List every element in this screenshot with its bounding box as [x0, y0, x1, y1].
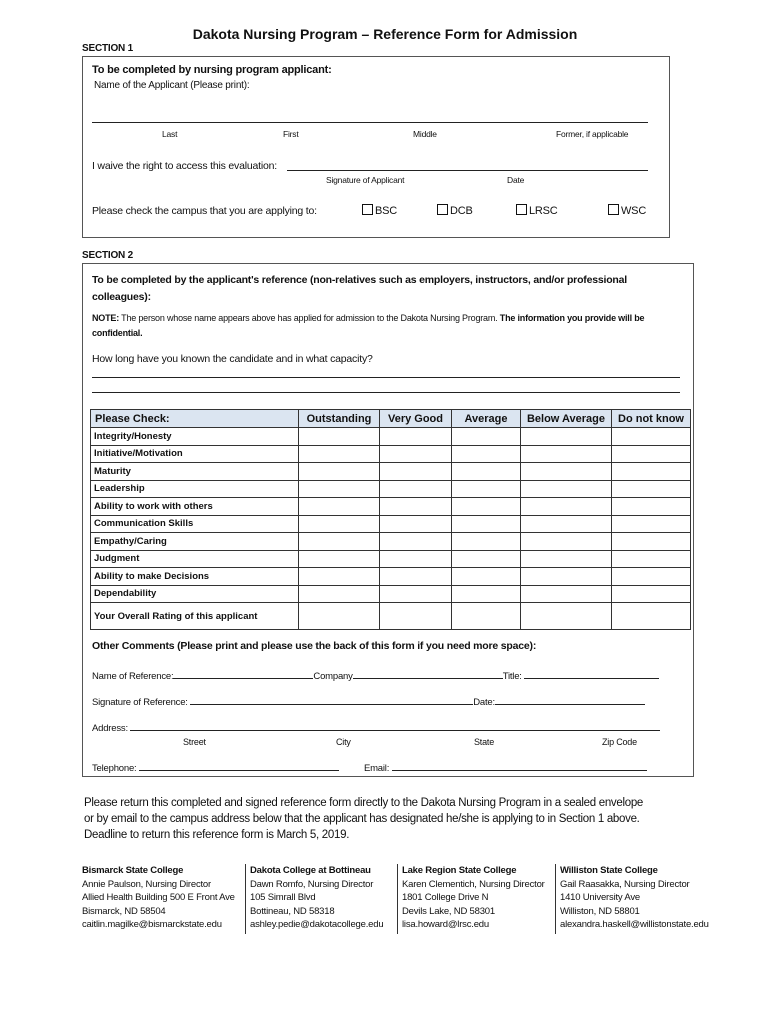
rating-cell[interactable] — [452, 603, 521, 630]
comments-label: Other Comments (Please print and please use the back of this form if you need more space): — [92, 640, 537, 652]
signature-input-line[interactable] — [287, 170, 648, 171]
rating-cell[interactable] — [612, 445, 691, 463]
header-please-check: Please Check: — [91, 410, 299, 428]
table-row — [91, 550, 691, 568]
name-label: Name of the Applicant (Please print): — [94, 80, 250, 91]
address-input[interactable] — [130, 730, 660, 731]
college-email[interactable]: lisa.howard@lrsc.edu — [402, 919, 489, 930]
criterion-label: Initiative/Motivation — [91, 445, 299, 463]
email-label: Email: — [363, 763, 390, 774]
name-ref-input[interactable] — [173, 678, 313, 679]
rating-table — [90, 409, 691, 630]
ref-date-label: Date: — [473, 697, 495, 708]
college-email[interactable]: alexandra.haskell@willistonstate.edu — [560, 919, 709, 930]
overall-rating-label: Your Overall Rating of this applicant — [91, 603, 299, 630]
address-label: Address: — [92, 723, 128, 734]
rating-cell[interactable] — [299, 550, 380, 568]
rating-cell[interactable] — [612, 515, 691, 533]
section1-heading: SECTION 1 — [82, 43, 133, 54]
rating-cell[interactable] — [612, 603, 691, 630]
college-contact-line: Bottineau, ND 58318 — [250, 905, 335, 917]
college-contact-line: Dawn Romfo, Nursing Director — [250, 878, 374, 890]
rating-cell[interactable] — [452, 480, 521, 498]
table-row — [91, 480, 691, 498]
college-contact — [250, 864, 383, 932]
header-average: Average — [452, 410, 521, 428]
table-row — [91, 568, 691, 586]
reference-signature-row — [92, 697, 645, 708]
return-line: Please return this completed and signed reference form directly to the Dakota Nursing Program in a sealed envelope — [84, 797, 644, 809]
rating-cell[interactable] — [452, 428, 521, 446]
rating-table-header — [91, 410, 691, 428]
header-below-average: Below Average — [521, 410, 612, 428]
rating-cell[interactable] — [612, 463, 691, 481]
date-caption: Date — [507, 175, 525, 185]
rating-cell[interactable] — [452, 498, 521, 516]
telephone-input[interactable] — [139, 770, 339, 771]
return-instructions — [84, 795, 643, 843]
rating-cell[interactable] — [452, 515, 521, 533]
checkbox-icon — [437, 204, 448, 215]
rating-cell[interactable] — [612, 428, 691, 446]
college-contact-line: Allied Health Building 500 E Front Ave — [82, 892, 235, 903]
ref-date-input[interactable] — [495, 704, 645, 705]
rating-cell[interactable] — [299, 463, 380, 481]
address-city: City — [336, 737, 351, 747]
signature-caption: Signature of Applicant — [326, 175, 405, 185]
known-answer-line-1[interactable] — [92, 377, 680, 378]
college-name: Bismarck State College — [82, 865, 184, 876]
criterion-label: Communication Skills — [91, 515, 299, 533]
section2-heading: SECTION 2 — [82, 250, 133, 261]
page-title: Dakota Nursing Program – Reference Form for Admission — [192, 26, 578, 42]
sig-ref-label: Signature of Reference: — [92, 697, 188, 708]
rating-cell[interactable] — [380, 463, 452, 481]
criterion-label: Leadership — [91, 480, 299, 498]
rating-cell[interactable] — [452, 568, 521, 586]
rating-cell[interactable] — [521, 550, 612, 568]
title-input[interactable] — [524, 678, 659, 679]
section2-intro: To be completed by the applicant's reference (non-relatives such as employers, instructors, and/or professional colleagues): — [92, 274, 628, 303]
rating-cell[interactable] — [521, 533, 612, 551]
checkbox-icon — [608, 204, 619, 215]
college-contact-line: Annie Paulson, Nursing Director — [82, 878, 211, 890]
company-input[interactable] — [353, 678, 503, 679]
address-state: State — [474, 737, 495, 747]
criterion-label: Dependability — [91, 585, 299, 603]
title-label: Title: — [502, 671, 522, 682]
name-input-line[interactable] — [92, 122, 648, 123]
address-street: Street — [183, 737, 206, 747]
column-divider — [555, 864, 556, 934]
college-contact — [560, 864, 709, 932]
rating-cell[interactable] — [521, 498, 612, 516]
note-bold: The information you provide will be confidential. — [92, 313, 645, 338]
college-email[interactable]: ashley.pedie@dakotacollege.edu — [250, 919, 384, 930]
rating-cell[interactable] — [299, 428, 380, 446]
college-name: Lake Region State College — [402, 865, 517, 876]
rating-cell[interactable] — [299, 445, 380, 463]
table-row — [91, 585, 691, 603]
college-contact — [82, 864, 235, 932]
rating-cell[interactable] — [299, 480, 380, 498]
column-divider — [245, 864, 246, 934]
criterion-label: Maturity — [91, 463, 299, 481]
confidential-note — [92, 311, 687, 341]
rating-cell[interactable] — [299, 498, 380, 516]
rating-cell[interactable] — [452, 445, 521, 463]
college-contact-line: Karen Clementich, Nursing Director — [402, 878, 545, 890]
campus-label-bsc: BSC — [375, 205, 398, 217]
rating-cell[interactable] — [612, 533, 691, 551]
campus-label-wsc: WSC — [621, 205, 647, 217]
rating-cell[interactable] — [521, 428, 612, 446]
rating-cell[interactable] — [452, 533, 521, 551]
college-contact-line: Williston, ND 58801 — [560, 905, 640, 917]
rating-cell[interactable] — [380, 480, 452, 498]
rating-cell[interactable] — [612, 568, 691, 586]
rating-cell[interactable] — [612, 585, 691, 603]
sig-ref-input[interactable] — [190, 704, 473, 705]
rating-cell[interactable] — [452, 463, 521, 481]
rating-cell[interactable] — [521, 445, 612, 463]
college-contact-line: 1410 University Ave — [560, 892, 640, 903]
name-part-middle: Middle — [413, 129, 437, 139]
college-email[interactable]: caitlin.magilke@bismarckstate.edu — [82, 919, 222, 930]
criterion-label: Ability to work with others — [91, 498, 299, 516]
criterion-label: Integrity/Honesty — [91, 428, 299, 446]
rating-cell[interactable] — [521, 568, 612, 586]
rating-cell[interactable] — [521, 515, 612, 533]
rating-cell[interactable] — [299, 585, 380, 603]
checkbox-icon — [362, 204, 373, 215]
name-part-former: Former, if applicable — [556, 129, 629, 139]
waive-label: I waive the right to access this evaluation: — [92, 160, 277, 172]
rating-cell[interactable] — [452, 550, 521, 568]
rating-cell[interactable] — [380, 533, 452, 551]
return-line: or by email to the campus address below that the applicant has designated he/she is applying to in Section 1 above. — [84, 813, 640, 825]
header-outstanding: Outstanding — [299, 410, 380, 428]
table-row — [91, 533, 691, 551]
criterion-label: Ability to make Decisions — [91, 568, 299, 586]
header-very-good: Very Good — [380, 410, 452, 428]
rating-cell[interactable] — [521, 463, 612, 481]
rating-cell[interactable] — [299, 603, 380, 630]
name-ref-label: Name of Reference: — [92, 671, 174, 682]
column-divider — [397, 864, 398, 934]
college-contact — [402, 864, 545, 932]
reference-name-row — [92, 671, 659, 682]
address-zip: Zip Code — [602, 737, 637, 747]
campus-checkbox-bsc[interactable] — [362, 204, 397, 217]
rating-cell[interactable] — [299, 515, 380, 533]
address-row — [92, 723, 660, 734]
rating-cell[interactable] — [380, 585, 452, 603]
checkbox-icon — [516, 204, 527, 215]
telephone-label: Telephone: — [92, 763, 137, 774]
college-contact-line: Gail Raasakka, Nursing Director — [560, 878, 690, 890]
table-row — [91, 515, 691, 533]
overall-rating-row — [91, 603, 691, 630]
rating-cell[interactable] — [612, 498, 691, 516]
name-part-first: First — [283, 129, 299, 139]
return-line: Deadline to return this reference form is March 5, 2019. — [84, 829, 350, 841]
college-contact-line: Devils Lake, ND 58301 — [402, 905, 495, 917]
college-contact-line: Bismarck, ND 58504 — [82, 905, 166, 917]
header-do-not-know: Do not know — [612, 410, 691, 428]
note-text: The person whose name appears above has applied for admission to the Dakota Nursing Program. — [121, 313, 498, 323]
college-name: Dakota College at Bottineau — [250, 865, 371, 876]
campus-label: Please check the campus that you are applying to: — [92, 205, 317, 217]
rating-cell[interactable] — [380, 550, 452, 568]
table-row — [91, 428, 691, 446]
note-label: NOTE: — [92, 313, 119, 323]
campus-label-dcb: DCB — [450, 205, 473, 217]
rating-cell[interactable] — [380, 498, 452, 516]
campus-label-lrsc: LRSC — [529, 205, 558, 217]
known-answer-line-2[interactable] — [92, 392, 680, 393]
contact-row — [92, 763, 647, 774]
name-part-last: Last — [162, 129, 178, 139]
rating-cell[interactable] — [380, 428, 452, 446]
criterion-label: Judgment — [91, 550, 299, 568]
rating-cell[interactable] — [299, 533, 380, 551]
section1-intro: To be completed by nursing program applicant: — [92, 64, 332, 76]
rating-cell[interactable] — [612, 480, 691, 498]
college-name: Williston State College — [560, 865, 658, 876]
rating-cell[interactable] — [380, 603, 452, 630]
rating-cell[interactable] — [299, 568, 380, 586]
campus-checkbox-dcb[interactable] — [437, 204, 473, 217]
rating-cell[interactable] — [380, 568, 452, 586]
table-row — [91, 463, 691, 481]
criterion-label: Empathy/Caring — [91, 533, 299, 551]
rating-cell[interactable] — [612, 550, 691, 568]
rating-cell[interactable] — [380, 445, 452, 463]
campus-checkbox-wsc[interactable] — [608, 204, 646, 217]
table-row — [91, 498, 691, 516]
rating-cell[interactable] — [452, 585, 521, 603]
company-label: Company — [313, 671, 353, 682]
college-contact-line: 1801 College Drive N — [402, 892, 489, 903]
rating-cell[interactable] — [521, 585, 612, 603]
rating-cell[interactable] — [380, 515, 452, 533]
table-row — [91, 445, 691, 463]
known-question: How long have you known the candidate and in what capacity? — [92, 353, 373, 365]
college-contact-line: 105 Simrall Blvd — [250, 892, 316, 903]
campus-checkbox-lrsc[interactable] — [516, 204, 558, 217]
rating-cell[interactable] — [521, 603, 612, 630]
rating-cell[interactable] — [521, 480, 612, 498]
email-input[interactable] — [392, 770, 647, 771]
